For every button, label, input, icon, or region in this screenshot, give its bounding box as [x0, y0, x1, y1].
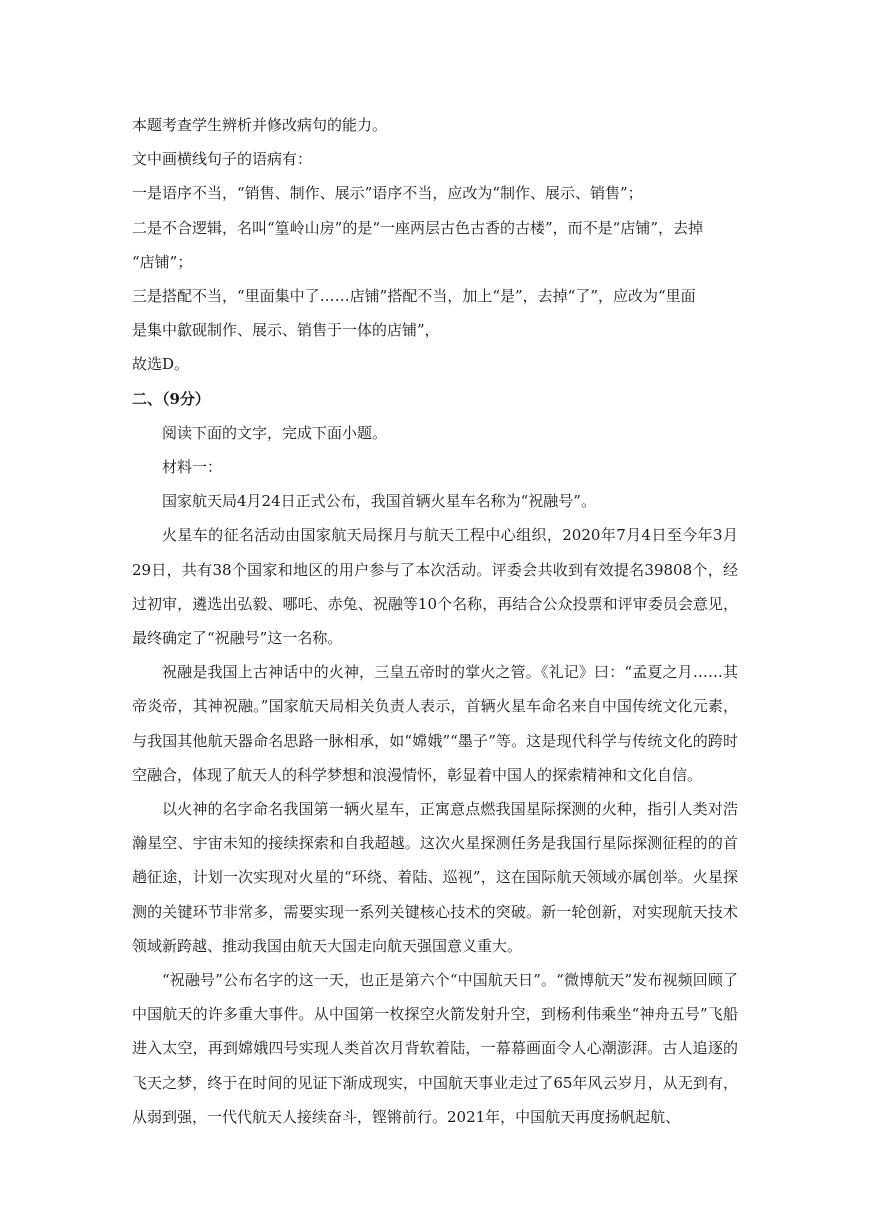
- analysis-line: 本题考查学生辨析并修改病句的能力。: [132, 116, 388, 134]
- answer-analysis: [132, 108, 738, 382]
- analysis-line: 故选D。: [132, 355, 190, 374]
- analysis-line: 文中画横线句子的语病有：: [132, 150, 313, 169]
- document-body: [132, 108, 738, 1134]
- material-paragraph: 祝融是我国上古神话中的火神，三皇五帝时的掌火之管。《礼记》曰：“孟夏之月……其帝炎帝，其神祝融。”国家航天局相关负责人表示，首辆火星车命名来自中国传统文化元素，与我国其他航天器命名思路一脉相承，如“嫦娥”“墨子”等。这是现代科学与传统文化的跨时空融合，体现了航天人的科学梦想和浪漫情怀，彰显着中国人的探索精神和文化自信。: [132, 663, 738, 784]
- analysis-line: “店铺”；: [132, 252, 193, 271]
- material-paragraph: 火星车的征名活动由国家航天局探月与航天工程中心组织，2020年7月4日至今年3月29日，共有38个国家和地区的用户参与了本次活动。评委会共收到有效提名39808个，经过初审，遴选出弘毅、哪吒、赤兔、祝融等10个名称，再结合公众投票和评审委员会意见，最终确定了“祝融号”这一名称。: [132, 526, 738, 648]
- section-heading: 二、（9分）: [132, 389, 210, 408]
- analysis-line: 是集中歙砚制作、展示、销售于一体的店铺”，: [132, 321, 440, 340]
- analysis-line: 三是搭配不当，“里面集中了……店铺”搭配不当，加上“是”，去掉“了”，应改为“里面: [132, 287, 696, 306]
- analysis-line: 二是不合逻辑，名叫“篁岭山房”的是“一座两层古色古香的古楼”，而不是“店铺”，去掉: [132, 218, 704, 237]
- material-paragraph: 国家航天局4月24日正式公布，我国首辆火星车名称为“祝融号”。: [162, 492, 596, 511]
- analysis-line: 一是语序不当，“销售、制作、展示”语序不当，应改为“制作、展示、销售”；: [132, 184, 643, 203]
- material-paragraph: “祝融号”公布名字的这一天，也正是第六个“中国航天日”。“微博航天”发布视频回顾了中国航天的许多重大事件。从中国第一枚探空火箭发射升空，到杨利伟乘坐“神舟五号”飞船进入太空，再到嫦娥四号实现人类首次月背软着陆，一幕幕画面令人心潮澎湃。古人追逐的飞天之梦，终于在时间的见证下渐成现实，中国航天事业走过了65年风云岁月，从无到有，从弱到强，一代代航天人接续奋斗，铿锵前行。2021年，中国航天再度扬帆起航、: [132, 971, 738, 1126]
- material-label: 材料一：: [162, 458, 223, 477]
- reading-instruction: 阅读下面的文字，完成下面小题。: [162, 423, 388, 442]
- material-paragraph: 以火神的名字命名我国第一辆火星车，正寓意点燃我国星际探测的火种，指引人类对浩瀚星空、宇宙未知的接续探索和自我超越。这次火星探测任务是我国行星际探测征程的的首趟征途，计划一次实现对火星的“环绕、着陆、巡视”，这在国际航天领域亦属创举。火星探测的关键环节非常多，需要实现一系列关键核心技术的突破。新一轮创新，对实现航天技术领域新跨越、推动我国由航天大国走向航天强国意义重大。: [132, 800, 738, 955]
